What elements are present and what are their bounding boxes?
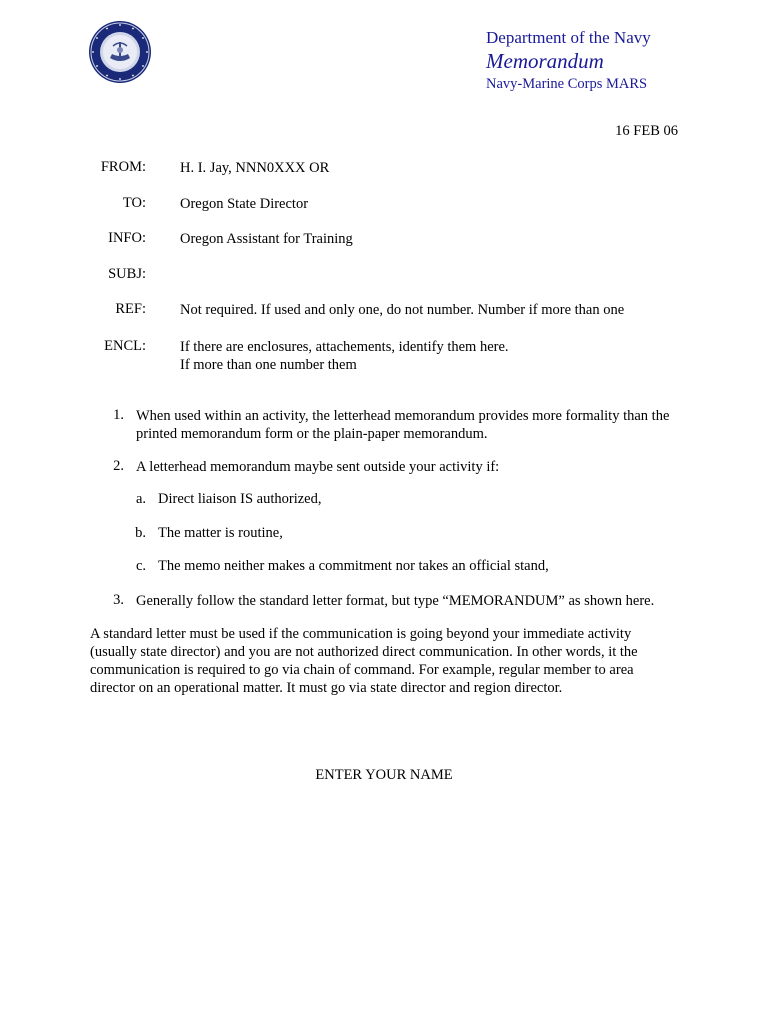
to-value: Oregon State Director	[180, 196, 309, 212]
subitem-c-text: The memo neither makes a commitment nor takes an official stand,	[158, 558, 549, 574]
ref-label: REF:	[115, 301, 146, 317]
subitem-c-letter: c.	[135, 558, 146, 574]
subitem-b-letter: b.	[135, 525, 146, 541]
subitem-a-letter: a.	[135, 491, 146, 507]
item-1-text: When used within an activity, the letterhead memorandum provides more formality than the printed memorandum form or the plain-paper memorandum.	[136, 408, 670, 442]
letterhead	[486, 28, 651, 93]
info-value: Oregon Assistant for Training	[180, 231, 353, 247]
closing-paragraph: A standard letter must be used if the communication is going beyond your immediate activity (usually state director) and you are not authorized direct communication. In other words, it the communication is required to go via chain of command. For example, regular member to area director on an operational matter. It must go via state director and region director.	[90, 626, 638, 696]
from-value: H. I. Jay, NNN0XXX OR	[180, 160, 330, 176]
navy-seal-logo	[88, 20, 152, 84]
item-2-text: A letterhead memorandum maybe sent outside your activity if:	[136, 459, 500, 475]
to-label: TO:	[122, 195, 146, 211]
item-3-text: Generally follow the standard letter format, but type “MEMORANDUM” as shown here.	[136, 593, 655, 609]
memo-date: 16 FEB 06	[615, 123, 678, 139]
department-name: Department of the Navy	[486, 28, 651, 47]
info-label: INFO:	[108, 230, 146, 246]
item-2-number: 2.	[113, 458, 124, 474]
signature-name: ENTER YOUR NAME	[315, 767, 453, 783]
encl-line-1: If there are enclosures, attachements, identify them here.	[180, 339, 509, 355]
organization-name: Navy-Marine Corps MARS	[486, 76, 648, 92]
item-3-number: 3.	[113, 592, 124, 608]
subitem-b-text: The matter is routine,	[158, 525, 283, 541]
subitem-a-text: Direct liaison IS authorized,	[158, 491, 322, 507]
encl-line-2: If more than one number them	[180, 357, 357, 373]
encl-label: ENCL:	[104, 338, 146, 354]
ref-value: Not required. If used and only one, do not number. Number if more than one	[180, 302, 625, 318]
item-1-number: 1.	[113, 407, 124, 423]
from-label: FROM:	[100, 159, 146, 175]
subj-label: SUBJ:	[108, 266, 146, 282]
memorandum-title: Memorandum	[486, 49, 604, 73]
